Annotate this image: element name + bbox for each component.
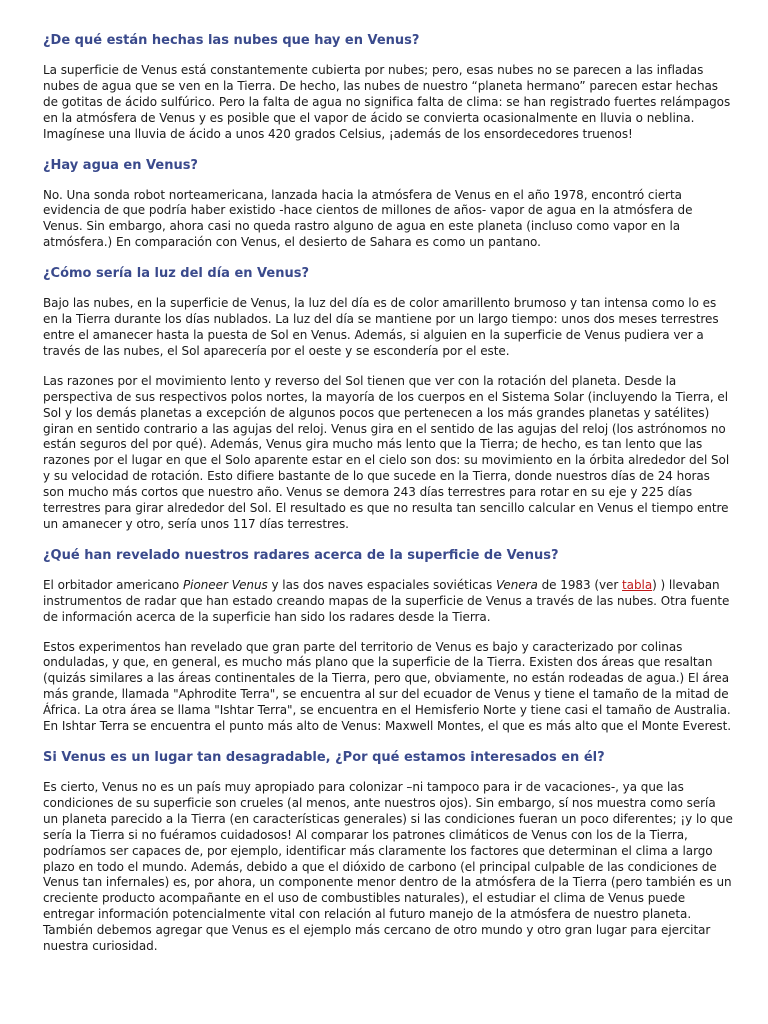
paragraph-interest: Es cierto, Venus no es un país muy apropiado para colonizar –ni tampoco para ir de vacaciones-, ya que las condiciones de su superficie son crueles (al menos, ante nuestros ojos). Sin embargo, sí nos muestra como sería un planeta parecido a la Tierra (en características generales) si las condiciones fueran un poco diferentes; ¡y lo que sería la Tierra si no fuéramos cuidadosos! Al comparar los patrones climáticos de Venus con los de la Tierra, podríamos ser capaces de, por ejemplo, identificar más claramente los factores que determinan el clima a largo plazo en todo el mundo. Además, debido a que el dióxido de carbono (el principal culpable de las condiciones de Venus tan infernales) es, por ahora, un componente menor dentro de la atmósfera de la Tierra (pero también es un creciente producto acompañante en el uso de combustibles naturales), el estudiar el clima de Venus puede entregar información potencialmente vital con relación al futuro manejo de la atmósfera de nuestro planeta. También debemos agregar que Venus es el ejemplo más cercano de otro mundo y otro gran lugar para ejercitar nuestra curiosidad. [43, 780, 733, 954]
heading-clouds: ¿De qué están hechas las nubes que hay en Venus? [43, 33, 420, 48]
radar-text-3: de 1983 (ver [537, 577, 623, 592]
radar-pioneer-venus: Pioneer Venus [182, 577, 268, 592]
article [43, 32, 733, 969]
paragraph-daylight-2: Las razones por el movimiento lento y reverso del Sol tienen que ver con la rotación del planeta. Desde la perspectiva de sus respectivos polos nortes, la mayoría de los cuerpos en el Sistema Solar (incluyendo la Tierra, el Sol y los demás planetas a excepción de algunos pocos que pertenecen a los más grandes planetas y satélites) giran en sentido contrario a las agujas del reloj. Venus gira en el sentido de las agujas del reloj (los astrónomos no están seguros del por qué). Además, Venus gira mucho más lento que la Tierra; de hecho, es tan lento que las razones por el lugar en que el Solo aparente estar en el cielo son dos: su movimiento en la órbita alrededor del Sol y su velocidad de rotación. Esto difiere bastante de lo que sucede en la Tierra, donde nuestros días de 24 horas son mucho más cortos que nuestro año. Venus se demora 243 días terrestres para rotar en su eje y 225 días terrestres para girar alrededor del Sol. El resultado es que no resulta tan sencillo calcular en Venus el tiempo entre un amanecer y otro, sería unos 117 días terrestres. [43, 373, 730, 531]
radar-text-4: ) ) llevaban instrumentos de radar que han estado creando mapas de la superficie de Venus a través de las nubes. Otra fuente de información acerca de la superficie han sido los radares desde la Tierra. [43, 577, 730, 624]
radar-venera: Venera [495, 577, 538, 592]
paragraph-water: No. Una sonda robot norteamericana, lanzada hacia la atmósfera de Venus en el año 1978, encontró cierta evidencia de que podría haber existido -hace cientos de millones de años- vapor de agua en la atmósfera de Venus. Sin embargo, ahora casi no queda rastro alguno de agua en este planeta (incluso como vapor en la atmósfera.) En comparación con Venus, el desierto de Sahara es como un pantano. [43, 187, 693, 250]
heading-radar: ¿Qué han revelado nuestros radares acerca de la superficie de Venus? [43, 547, 559, 563]
heading-water: ¿Hay agua en Venus? [43, 157, 198, 173]
paragraph-radar-2: Estos experimentos han revelado que gran parte del territorio de Venus es bajo y caracterizado por colinas onduladas, y que, en general, es mucho más plano que la superficie de la Tierra. Existen dos áreas que resaltan (quizás similares a las áreas continentales de la Tierra, pero que, obviamente, no están rodeadas de agua.) El área más grande, llamada "Aphrodite Terra", se encuentra al sur del ecuador de Venus y tiene el tamaño de la mitad de África. La otra área se llama "Ishtar Terra", se encuentra en el Hemisferio Norte y tiene casi el tamaño de Australia. En Ishtar Terra se encuentra el punto más alto de Venus: Maxwell Montes, el que es más alto que el Monte Everest. [43, 639, 732, 734]
tabla-link[interactable]: tabla [622, 577, 653, 592]
paragraph-radar-1 [43, 578, 733, 626]
paragraph-daylight-1: Bajo las nubes, en la superficie de Venus, la luz del día es de color amarillento brumoso y tan intensa como lo es en la Tierra durante los días nublados. La luz del día se mantiene por un largo tiempo: unos dos meses terrestres entre el amanecer hasta la puesta de Sol en Venus. Además, si alguien en la superficie de Venus pudiera ver a través de las nubes, el Sol aparecería por el oeste y se escondería por el este. [43, 296, 719, 358]
heading-interest: Si Venus es un lugar tan desagradable, ¿Por qué estamos interesados en él? [43, 750, 605, 765]
paragraph-clouds: La superficie de Venus está constantemente cubierta por nubes; pero, esas nubes no se parecen a las infladas nubes de agua que se ven en la Tierra. De hecho, las nubes de nuestro “planeta hermano” parecen estar hechas de gotitas de ácido sulfúrico. Pero la falta de agua no significa falta de clima: se han registrado fuertes relámpagos en la atmósfera de Venus y es posible que el vapor de ácido se convierta ocasionalmente en lluvia o neblina. Imagínese una lluvia de ácido a unos 420 grados Celsius, ¡además de los ensordecedores truenos! [43, 63, 731, 141]
radar-text-2: y las dos naves espaciales soviéticas [267, 577, 496, 592]
heading-daylight: ¿Cómo sería la luz del día en Venus? [43, 266, 310, 282]
radar-text-1: El orbitador americano [43, 577, 183, 592]
